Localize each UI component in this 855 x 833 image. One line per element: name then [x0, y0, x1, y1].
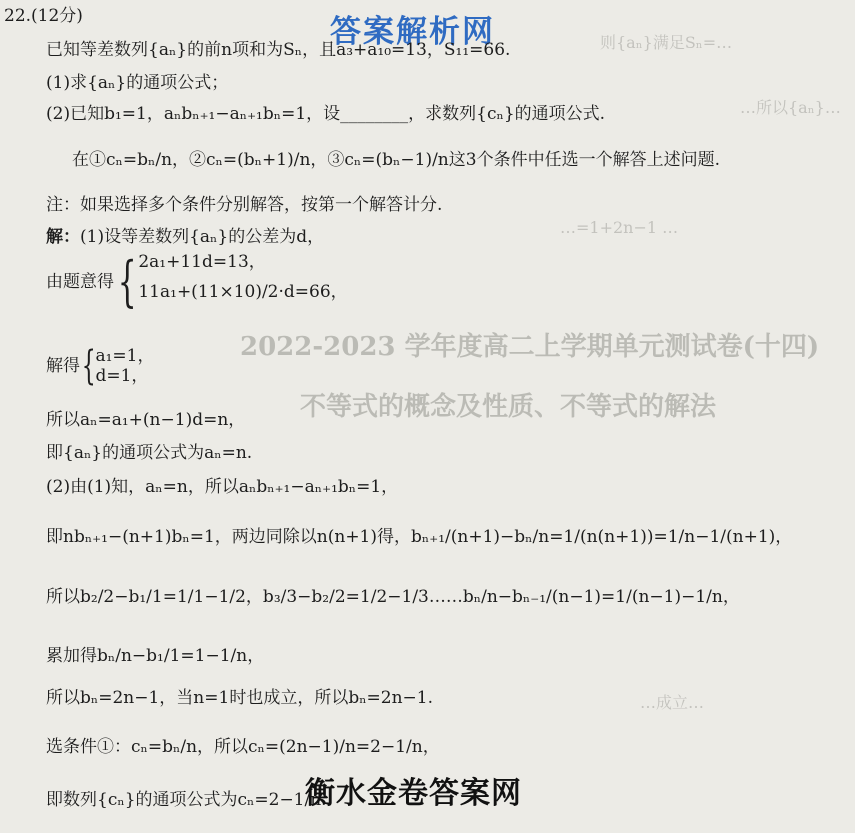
solution-step-5: 即{aₙ}的通项公式为aₙ=n.	[46, 443, 253, 463]
solution-step-10: 所以bₙ=2n−1，当n=1时也成立，所以bₙ=2n−1.	[46, 688, 434, 708]
solution-step-9: 累加得bₙ/n−b₁/1=1−1/n，	[46, 646, 265, 666]
problem-note: 注：如果选择多个条件分别解答，按第一个解答计分.	[46, 195, 443, 215]
solution-step-4: 所以aₙ=a₁+(n−1)d=n，	[46, 410, 246, 430]
bleed-text-5: …=1+2n−1 …	[560, 218, 679, 237]
problem-options: 在①cₙ=bₙ/n，②cₙ=(bₙ+1)/n，③cₙ=(bₙ−1)/n这3个条件中任选一个解答上述问题.	[72, 150, 720, 170]
bleed-text-3: 2022-2023 学年度高二上学期单元测试卷(十四)	[240, 332, 820, 362]
solution-s1: (1)设等差数列{aₙ}的公差为d，	[80, 227, 325, 247]
system-2-label: 解得	[46, 356, 80, 376]
solution-step-11: 选条件①：cₙ=bₙ/n，所以cₙ=(2n−1)/n=2−1/n，	[46, 737, 440, 757]
problem-number: 22.(12分)	[4, 6, 83, 26]
watermark-top: 答案解析网	[330, 14, 495, 50]
system-1-eq2: 11a₁+(11×10)/2·d=66，	[138, 282, 348, 302]
bleed-text-2: …所以{aₙ}…	[740, 98, 841, 117]
solution-step-6: (2)由(1)知，aₙ=n，所以aₙbₙ₊₁−aₙ₊₁bₙ=1，	[46, 477, 399, 497]
solution-step-7: 即nbₙ₊₁−(n+1)bₙ=1，两边同除以n(n+1)得，bₙ₊₁/(n+1)−bₙ/n=1/(n(n+1))=1/n−1/(n+1)，	[46, 527, 793, 547]
problem-part2: (2)已知b₁=1，aₙbₙ₊₁−aₙ₊₁bₙ=1，设________，求数列{cₙ}的通项公式.	[46, 104, 606, 124]
problem-stem: 已知等差数列{aₙ}的前n项和为Sₙ，且a₃+a₁₀=13，S₁₁=66.	[46, 40, 511, 60]
bleed-text-1: 则{aₙ}满足Sₙ=…	[600, 33, 733, 52]
solution-step-12: 即数列{cₙ}的通项公式为cₙ=2−1/n.	[46, 790, 327, 810]
system-2-eq2: d=1，	[95, 366, 149, 386]
system-1-label: 由题意得	[46, 272, 114, 292]
solution-head: 解：	[46, 227, 80, 247]
bleed-text-6: …成立…	[640, 693, 705, 712]
solution-system-1: 由题意得{ 2a₁+11d=13， 11a₁+(11×10)/2·d=66，	[46, 250, 348, 313]
bleed-text-4: 不等式的概念及性质、不等式的解法	[300, 392, 717, 422]
solution-step-8: 所以b₂/2−b₁/1=1/1−1/2，b₃/3−b₂/2=1/2−1/3……bₙ/n−bₙ₋₁/(n−1)=1/(n−1)−1/n，	[46, 587, 740, 607]
problem-part1: (1)求{aₙ}的通项公式；	[46, 73, 229, 93]
watermark-bottom: 衡水金卷答案网	[305, 776, 522, 811]
system-1-eq1: 2a₁+11d=13，	[138, 252, 266, 272]
solution-system-2: 解得{ a₁=1， d=1，	[46, 343, 155, 389]
solution-step-1	[46, 227, 324, 247]
system-2-eq1: a₁=1，	[95, 346, 155, 366]
